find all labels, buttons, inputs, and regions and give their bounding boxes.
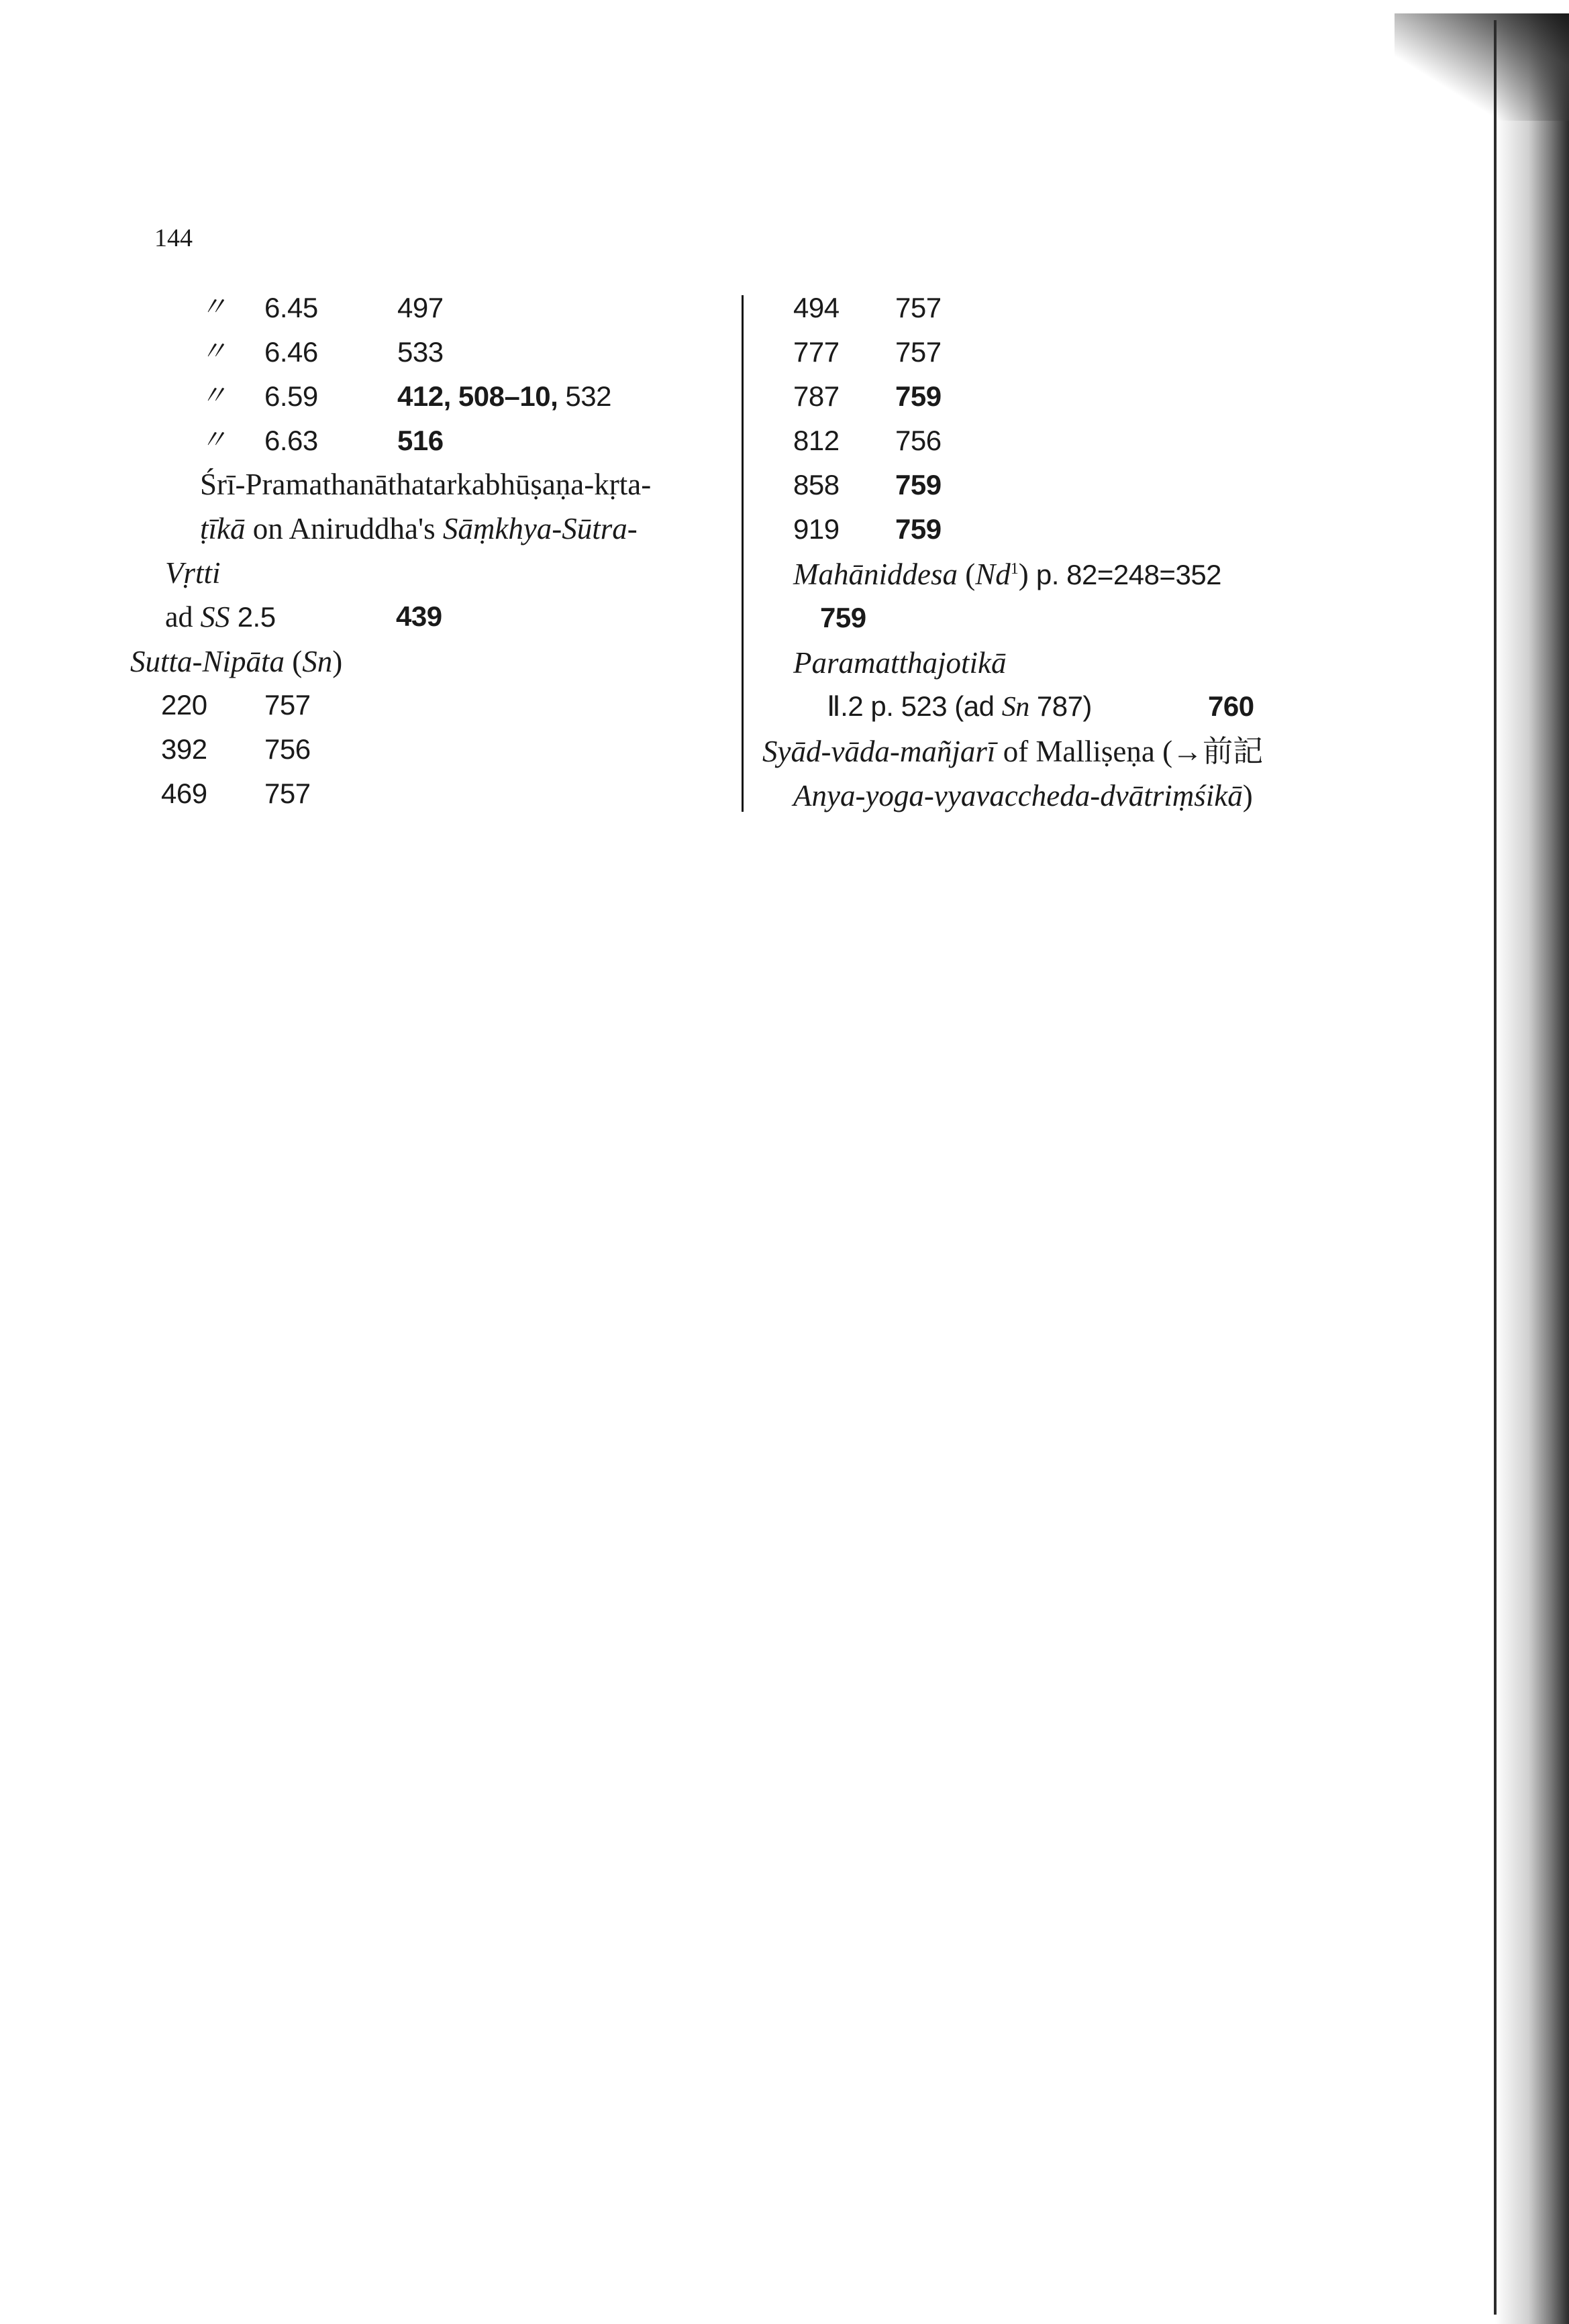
abbreviation: Sn <box>1001 692 1029 723</box>
paren: ) <box>332 645 343 678</box>
page-ref-bold: 412, 508–10, <box>397 380 558 412</box>
page-ref-bold: 759 <box>895 469 942 500</box>
page-ref: 757 <box>895 336 942 368</box>
entry-title: Anya-yoga-vyavaccheda-dvātriṃśikā <box>793 779 1243 812</box>
ref-number: 6.45 <box>264 292 318 323</box>
entry-continuation <box>200 514 638 544</box>
ref-number: 858 <box>793 469 840 500</box>
entry-heading <box>762 737 1263 767</box>
entry-plain: of Malliṣeṇa (→前記 <box>995 735 1264 768</box>
abbreviation: Sn <box>302 645 333 678</box>
ref-number: 812 <box>793 425 840 456</box>
column-divider <box>742 295 744 812</box>
entry-heading: Paramatthajotikā <box>793 646 1007 680</box>
ref-number: 6.63 <box>264 425 318 456</box>
entry-title: Sutta-Nipāta <box>130 645 285 678</box>
paren: ) <box>1242 779 1253 812</box>
page-ref-bold: 516 <box>397 425 444 456</box>
page-corner-shadow <box>1395 13 1569 121</box>
entry-italic: ṭīkā <box>200 512 246 545</box>
sub-entry-prefix: ad <box>165 600 201 633</box>
ref-number: 777 <box>793 336 840 368</box>
ref-number: 919 <box>793 513 840 545</box>
ref-number: 494 <box>793 292 840 323</box>
page-ref: 757 <box>264 778 311 809</box>
entry-continuation <box>793 781 1253 811</box>
paren: ) <box>1018 558 1029 591</box>
entry-title: Syād-vāda-mañjarī <box>762 735 996 768</box>
entry-heading <box>793 560 1221 590</box>
sub-entry-ref: Ⅱ.2 p. 523 (ad <box>827 690 1002 722</box>
page-ref <box>397 382 611 411</box>
ditto-mark: 〃 <box>200 380 227 411</box>
page-ref: 756 <box>895 425 942 456</box>
sub-entry-ref: 787) <box>1029 690 1092 722</box>
page-ref: 756 <box>264 733 311 765</box>
ref-number: 220 <box>161 689 207 721</box>
entry-title: Mahāniddesa <box>793 558 958 591</box>
entry-heading: Śrī-Pramathanāthatarkabhūṣaṇa-kṛta- <box>200 468 652 501</box>
ref-number: 6.59 <box>264 380 318 412</box>
superscript: 1 <box>1010 560 1019 578</box>
page-ref-plain: 497 <box>397 292 444 323</box>
ditto-mark: 〃 <box>200 425 227 455</box>
ref-number: 6.46 <box>264 336 318 368</box>
ref-number: 469 <box>161 778 207 809</box>
page-ref-plain: 533 <box>397 336 444 368</box>
ditto-mark: 〃 <box>200 292 227 322</box>
page-ref: p. 82=248=352 <box>1028 559 1222 590</box>
page-ref-bold: 759 <box>820 602 866 633</box>
page-ref: 757 <box>264 689 311 721</box>
paren: ( <box>957 558 976 591</box>
page-ref <box>397 427 444 455</box>
page-edge-line <box>1494 20 1497 2315</box>
ref-number: 787 <box>793 380 840 412</box>
page-number: 144 <box>154 224 193 252</box>
page-ref-plain: 532 <box>558 380 611 412</box>
sub-entry <box>827 692 1092 721</box>
ditto-mark: 〃 <box>200 336 227 366</box>
page-ref: 757 <box>895 292 942 323</box>
entry-plain: on Aniruddha's <box>245 512 443 545</box>
page-ref <box>397 294 444 322</box>
page-edge-shadow <box>1495 13 1569 2324</box>
sub-entry <box>165 602 276 632</box>
abbreviation: Nd <box>975 558 1011 591</box>
entry-italic-title: Sāṃkhya-Sūtra- <box>442 512 638 545</box>
entry-continuation: Vṛtti <box>165 556 221 590</box>
page-ref-bold: 759 <box>895 380 942 412</box>
page-ref <box>397 338 444 366</box>
page-ref-bold: 439 <box>396 600 442 632</box>
page-ref-bold: 760 <box>1208 690 1254 722</box>
ref-number: 392 <box>161 733 207 765</box>
ref-number: 2.5 <box>230 601 276 633</box>
page-ref-bold: 759 <box>895 513 942 545</box>
abbreviation: SS <box>200 600 230 633</box>
paren: ( <box>285 645 303 678</box>
entry-heading <box>130 647 342 677</box>
